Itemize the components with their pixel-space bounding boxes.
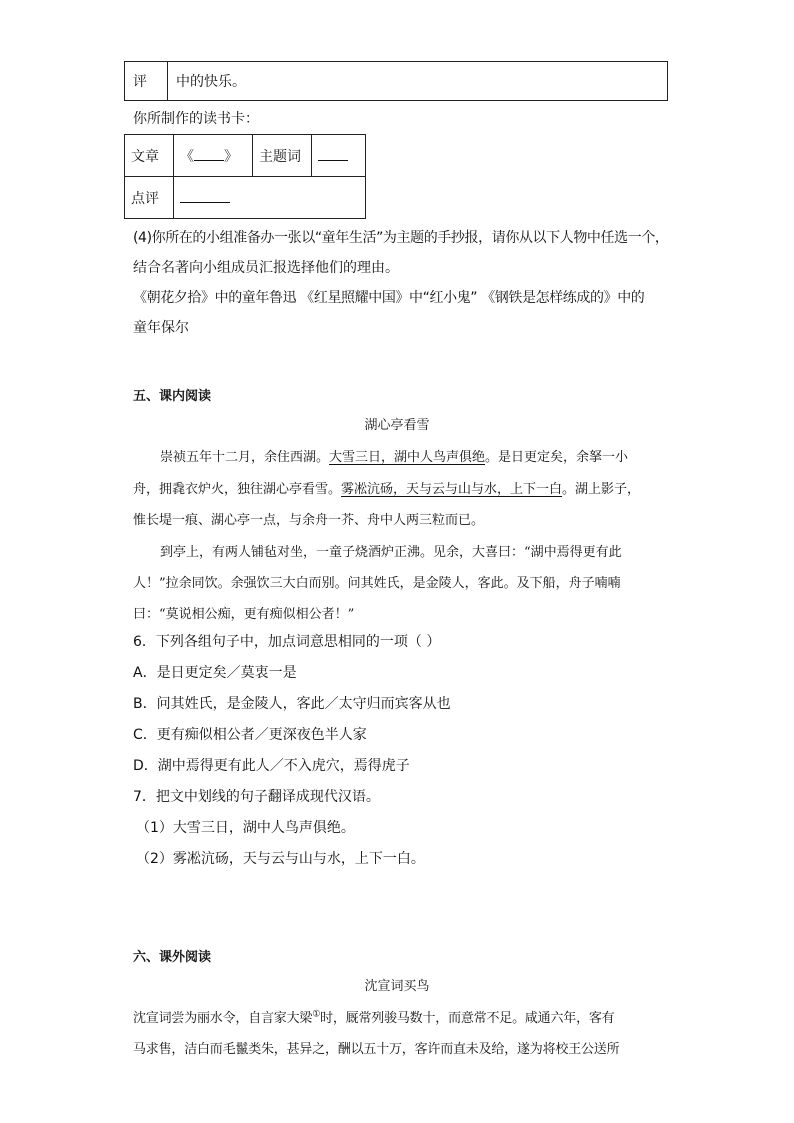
- passage-p1-line1: [160, 446, 628, 465]
- article-blank: [194, 147, 224, 161]
- text-run: 。湖上影子，: [562, 482, 641, 497]
- text-run: 舟，拥毳衣炉火，独往湖心亭看雪。: [133, 482, 342, 497]
- q7-stem: 7．把文中划线的句子翻译成现代汉语。: [133, 789, 380, 805]
- q7-sentence-1: （1）大雪三日，湖中人鸟声俱绝。: [136, 820, 355, 836]
- passage-p1-line2: [133, 478, 640, 497]
- comment-blank: [180, 189, 230, 203]
- passage-p1-line3: 惟长堤一痕、湖心亭一点，与余舟一芥、舟中人两三粒而已。: [133, 513, 485, 528]
- q4-line2: 结合名著向小组成员汇报选择他们的理由。: [133, 260, 399, 276]
- q6-option-a[interactable]: A．是日更定矣／莫衷一是: [133, 665, 297, 681]
- section6-heading: 六、课外阅读: [133, 950, 212, 965]
- top-table: [124, 61, 668, 101]
- text-run: 。是日更定矣，余拏一小: [485, 450, 629, 465]
- q6-option-b[interactable]: B．问其姓氏，是金陵人，客此／太守归而宾客从也: [133, 696, 451, 712]
- q4-line4: 童年保尔: [133, 320, 189, 336]
- footnote-marker[interactable]: ①: [312, 1009, 321, 1020]
- passage-p2-line2: 人！”拉余同饮。余强饮三大白而别。问其姓氏，是金陵人，客此。及下船，舟子喃喃: [133, 576, 621, 591]
- card-article-value[interactable]: [174, 135, 253, 177]
- q6-option-c[interactable]: C．更有痴似相公者／更深夜色半人家: [133, 727, 367, 743]
- q4-line1: (4)你所在的小组准备办一张以“童年生活”为主题的手抄报，请你从以下人物中任选一个，: [133, 230, 669, 246]
- q6-option-d[interactable]: D．湖中焉得更有此人／不入虎穴，焉得虎子: [133, 758, 410, 774]
- top-table-label-cell: 评: [125, 62, 168, 101]
- q6-stem: 6．下列各组句子中，加点词意思相同的一项（ ）: [133, 634, 441, 650]
- text-run: 沈宣词尝为丽水令，自言家大梁: [133, 1011, 313, 1026]
- theme-blank: [318, 147, 348, 161]
- card-comment-label: 点评: [125, 177, 174, 219]
- text-run: 时，厩常列骏马数十，而意常不足。咸通六年，客有: [320, 1011, 615, 1026]
- card-article-label: 文章: [125, 135, 174, 177]
- passage-p2-line3: 曰：“莫说相公痴，更有痴似相公者！”: [133, 607, 355, 622]
- passage2-line2: 马求售，洁白而毛鬣类朱，甚异之，酬以五十万，客许而直未及给，遂为将校王公送所: [133, 1042, 620, 1057]
- text-run: 崇祯五年十二月，余住西湖。: [160, 450, 330, 465]
- section5-heading: 五、课内阅读: [133, 389, 212, 404]
- top-table-content-cell: 中的快乐。: [168, 62, 668, 101]
- underlined-sentence-1: 大雪三日，湖中人鸟声俱绝: [329, 450, 486, 465]
- underlined-sentence-2: 雾凇沆砀，天与云与山与水，上下一白: [341, 482, 563, 497]
- passage-p2-line1: 到亭上，有两人铺毡对坐，一童子烧酒炉正沸。见余，大喜曰：“湖中焉得更有此: [160, 545, 622, 560]
- passage2-line1: [133, 1007, 614, 1026]
- card-intro: 你所制作的读书卡：: [133, 111, 259, 127]
- passage-title: 湖心亭看雪: [364, 418, 430, 433]
- reading-card-table: [124, 134, 366, 219]
- card-theme-value[interactable]: [312, 135, 366, 177]
- card-comment-value[interactable]: [174, 177, 366, 219]
- card-theme-label: 主题词: [253, 135, 312, 177]
- passage2-title: 沈宣词买鸟: [364, 979, 430, 994]
- book-open-mark: 《: [180, 148, 194, 165]
- book-close-mark: 》: [224, 148, 238, 165]
- q4-line3: 《朝花夕拾》中的童年鲁迅 《红星照耀中国》中“红小鬼” 《钢铁是怎样练成的》中的: [133, 290, 645, 306]
- q7-sentence-2: （2）雾凇沆砀，天与云与山与水，上下一白。: [136, 851, 425, 867]
